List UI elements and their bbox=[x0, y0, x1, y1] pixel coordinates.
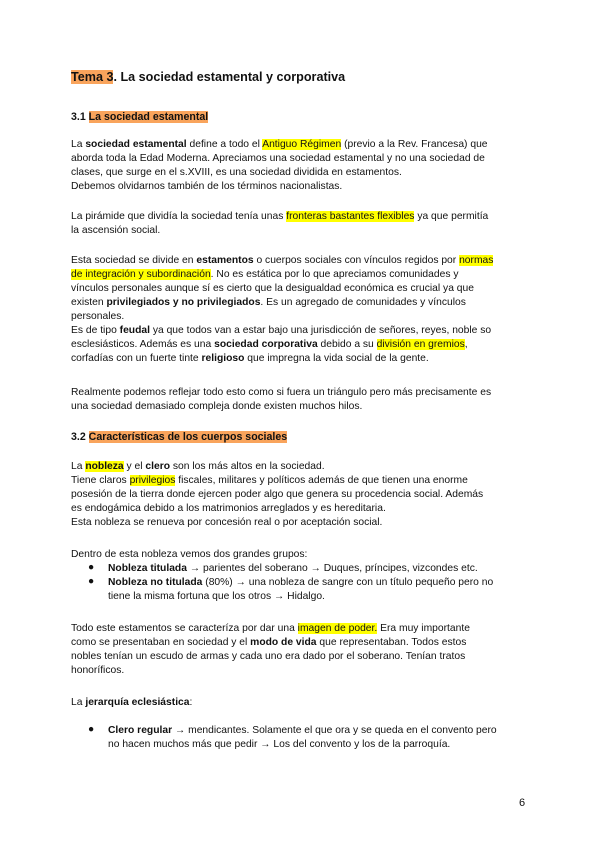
paragraph-line: La jerarquía eclesiástica: bbox=[71, 697, 193, 708]
paragraph-line: Tiene claros privilegios fiscales, militares y políticos además de que tienen una enorme bbox=[71, 475, 468, 486]
paragraph-line: vínculos personales aunque sí es cierto que la desigualdad económica es crucial ya que bbox=[71, 283, 474, 294]
paragraph-line: aborda toda la Edad Moderna. Apreciamos una sociedad estamental y no una sociedad de bbox=[71, 153, 485, 164]
paragraph-line: personales. bbox=[71, 311, 125, 322]
list-item: Nobleza no titulada (80%) → una nobleza de sangre con un título pequeño pero no bbox=[108, 577, 494, 588]
paragraph-line: de integración y subordinación. No es estática por lo que apreciamos comunidades y bbox=[71, 269, 459, 280]
paragraph-line: Esta sociedad se divide en estamentos o cuerpos sociales con vínculos regidos por normas bbox=[71, 255, 494, 266]
bullet-icon: ● bbox=[88, 562, 95, 573]
paragraph-line: la ascensión social. bbox=[71, 225, 161, 236]
list-item-continuation: tiene la misma fortuna que los otros → Hidalgo. bbox=[108, 591, 325, 602]
page-number: 6 bbox=[519, 797, 526, 809]
list-item: Clero regular → mendicantes. Solamente el que ora y se queda en el convento pero bbox=[108, 725, 497, 736]
paragraph-line: Debemos olvidarnos también de los términos nacionalistas. bbox=[71, 181, 343, 192]
paragraph-line: Todo este estamentos se caracteríza por dar una imagen de poder. Era muy importante bbox=[71, 623, 470, 634]
list-item: Nobleza titulada → parientes del soberano → Duques, príncipes, vizcondes etc. bbox=[108, 563, 478, 574]
paragraph-line: existen privilegiados y no privilegiados. Es un agregado de comunidades y vínculos bbox=[71, 297, 466, 308]
paragraph-line: La sociedad estamental define a todo el Antiguo Régimen (previo a la Rev. Francesa) que bbox=[71, 139, 488, 150]
paragraph-line: esclesiásticos. Además es una sociedad corporativa debido a su división en gremios, bbox=[71, 339, 468, 350]
section-heading-3-2: 3.2 Características de los cuerpos sociales bbox=[71, 431, 288, 443]
paragraph-line: Esta nobleza se renueva por concesión real o por aceptación social. bbox=[71, 517, 383, 528]
paragraph-line: nobles tenían un escudo de armas y cada uno era dado por el soberano. Tenían tratos bbox=[71, 651, 466, 662]
section-heading-3-1: 3.1 La sociedad estamental bbox=[71, 111, 209, 123]
paragraph-line: Realmente podemos reflejar todo esto como si fuera un triángulo pero más precisamente es bbox=[71, 387, 492, 398]
bullet-icon: ● bbox=[88, 576, 95, 587]
bullet-icon: ● bbox=[88, 724, 95, 735]
paragraph-line: clases, que surge en el s.XVIII, es una sociedad dividida en estamentos. bbox=[71, 167, 402, 178]
paragraph-line: como se presentaban en sociedad y el modo de vida que representaban. Todos estos bbox=[71, 637, 467, 648]
paragraph-line: Es de tipo feudal ya que todos van a estar bajo una jurisdicción de señores, reyes, noble so bbox=[71, 325, 492, 336]
paragraph-line: una sociedad demasiado compleja donde existen muchos hilos. bbox=[71, 401, 363, 412]
list-item-continuation: no hacen muchos más que pedir → Los del convento y los de la parroquía. bbox=[108, 739, 451, 750]
paragraph-line: La pirámide que dividía la sociedad tenía unas fronteras bastantes flexibles ya que permitía bbox=[71, 211, 489, 222]
paragraph-line: Dentro de esta nobleza vemos dos grandes grupos: bbox=[71, 549, 308, 560]
paragraph-line: corfadías con un fuerte tinte religioso que impregna la vida social de la gente. bbox=[71, 353, 429, 364]
paragraph-line: es endogámica debido a los matrimonios arreglados y es hereditaria. bbox=[71, 503, 386, 514]
paragraph-line: La nobleza y el clero son los más altos en la sociedad. bbox=[71, 461, 325, 472]
paragraph-line: posesión de la tierra donde ejercen poder algo que genera su procedencia social. Además bbox=[71, 489, 484, 500]
paragraph-line: honoríficos. bbox=[71, 665, 125, 676]
page-title: Tema 3. La sociedad estamental y corporativa bbox=[71, 70, 346, 84]
